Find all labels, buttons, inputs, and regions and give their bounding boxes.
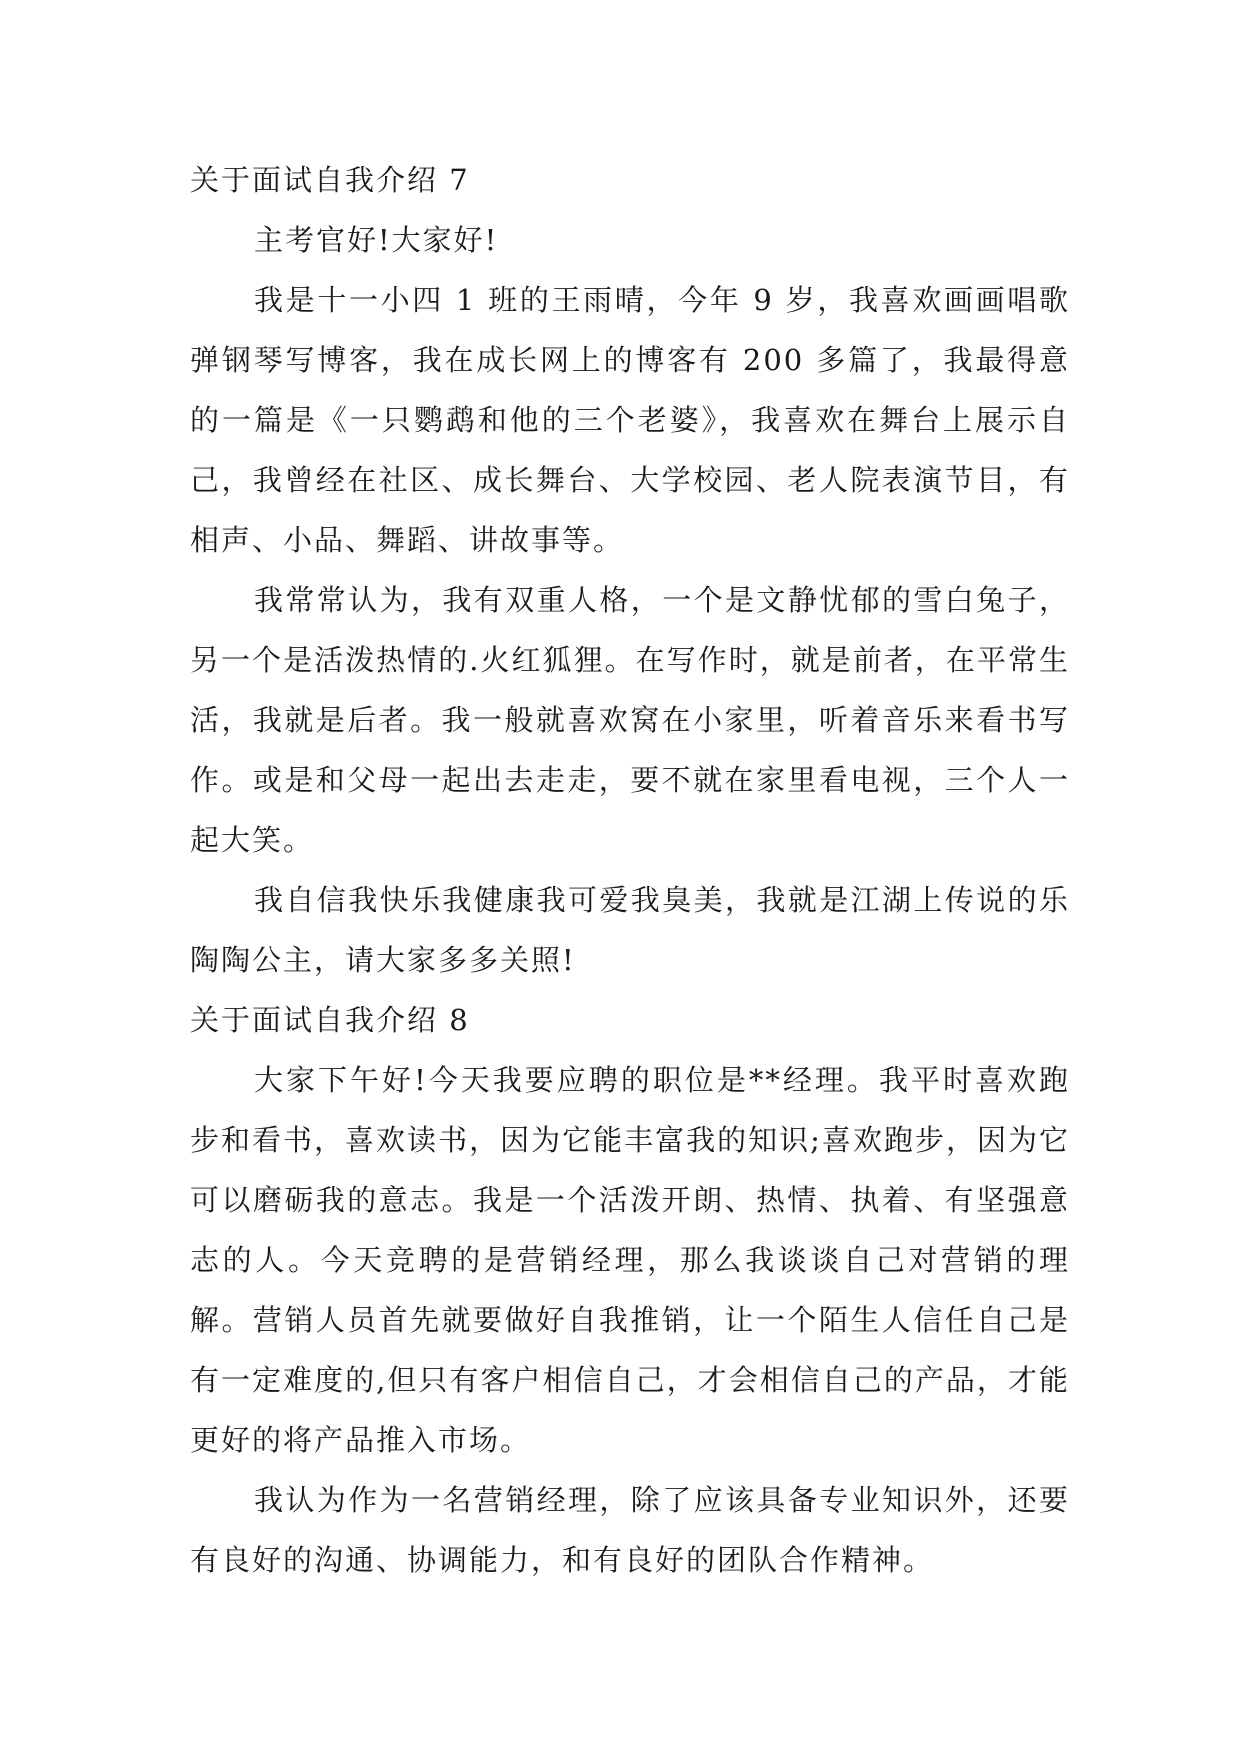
section-heading: 关于面试自我介绍 8: [190, 1003, 470, 1037]
paragraph: 我是十一小四 1 班的王雨晴，今年 9 岁，我喜欢画画唱歌弹钢琴写博客，我在成长网上的博客有 200 多篇了，我最得意的一篇是《一只鹦鹉和他的三个老婆》，我喜欢在舞台上展示自己，我曾经在社区、成长舞台、大学校园、老人院表演节目，有相声、小品、舞蹈、讲故事等。: [190, 283, 1070, 557]
section-7: [190, 150, 1070, 990]
paragraph: 我认为作为一名营销经理，除了应该具备专业知识外，还要有良好的沟通、协调能力，和有良好的团队合作精神。: [190, 1483, 1070, 1577]
document-body: [190, 150, 1070, 1590]
paragraph: 我自信我快乐我健康我可爱我臭美，我就是江湖上传说的乐陶陶公主，请大家多多关照!: [190, 883, 1070, 977]
section-heading: 关于面试自我介绍 7: [190, 163, 470, 197]
paragraph: 主考官好!大家好!: [254, 223, 499, 257]
paragraph: 我常常认为，我有双重人格，一个是文静忧郁的雪白兔子，另一个是活泼热情的.火红狐狸。在写作时，就是前者，在平常生活，我就是后者。我一般就喜欢窝在小家里，听着音乐来看书写作。或是和父母一起出去走走，要不就在家里看电视，三个人一起大笑。: [190, 583, 1070, 857]
section-8: [190, 990, 1070, 1590]
paragraph: 大家下午好!今天我要应聘的职位是**经理。我平时喜欢跑步和看书，喜欢读书，因为它能丰富我的知识;喜欢跑步，因为它可以磨砺我的意志。我是一个活泼开朗、热情、执着、有坚强意志的人。今天竞聘的是营销经理，那么我谈谈自己对营销的理解。营销人员首先就要做好自我推销，让一个陌生人信任自己是有一定难度的,但只有客户相信自己，才会相信自己的产品，才能更好的将产品推入市场。: [190, 1063, 1070, 1457]
